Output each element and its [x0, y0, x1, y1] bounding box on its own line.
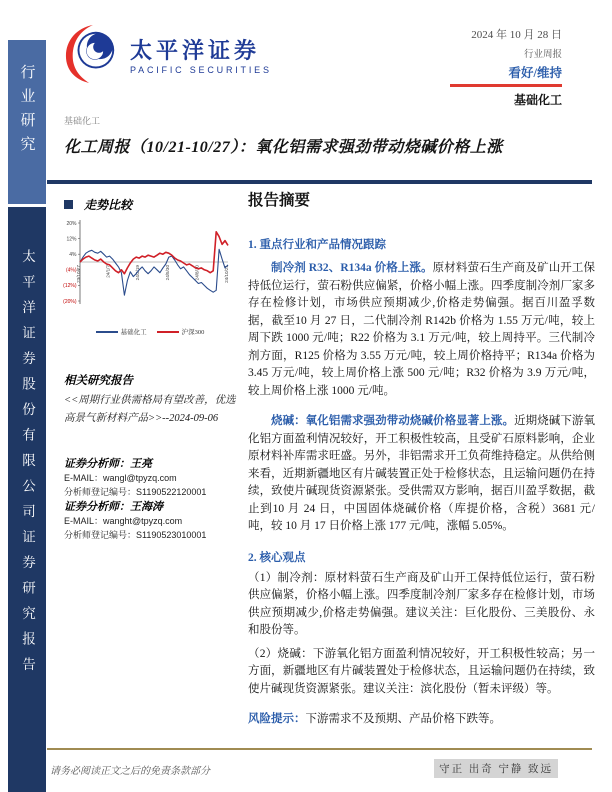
footer-divider	[47, 748, 592, 750]
svg-text:24/1/7: 24/1/7	[105, 265, 111, 278]
svg-text:(4%): (4%)	[65, 267, 77, 274]
svg-text:(12%): (12%)	[63, 283, 77, 290]
svg-text:24/5/30: 24/5/30	[164, 265, 170, 281]
chart-legend	[64, 327, 236, 336]
legend-label: 基础化工	[120, 329, 147, 336]
footer-motto: 守正 出奇 宁静 致远	[434, 759, 558, 778]
core-view-1: （1）制冷剂：原材料萤石生产商及矿山开工保持低位运行，萤石粉供应偏紧，价格小幅上涨。四季度制冷剂厂家多存在检修计划，市场供应预期减少,价格走势偏强。建议关注：巨化股份、三美股份、永和股份等。	[248, 571, 595, 636]
svg-text:24/10/21: 24/10/21	[224, 265, 229, 283]
analyst-role-line	[64, 499, 244, 515]
analyst-role-label: 证券分析师：	[64, 458, 130, 470]
report-title: 化工周报（10/21-10/27）：氧化铝需求强劲带动烧碱价格上涨	[64, 139, 503, 156]
analyst-name: 王亮	[130, 458, 152, 470]
industry-name: 基础化工	[513, 93, 562, 107]
trend-section-header	[64, 196, 132, 213]
related-report-link[interactable]: <<周期行业供需格局有望改善，优选高景气新材料产品>>--2024-09-06	[64, 395, 236, 424]
analyst-registration: 分析师登记编号：S1190523010001	[64, 529, 207, 540]
square-bullet-icon	[64, 200, 73, 209]
legend-item	[157, 327, 205, 336]
title-divider	[47, 180, 592, 184]
sidebar-company-label: 太平洋证券股份有限公司证券研究报告	[20, 249, 35, 683]
report-meta	[302, 26, 562, 108]
paragraph-body: 原材料萤石生产商及矿山开工保持低位运行，萤石粉供应偏紧，价格小幅上涨。四季度制冷剂厂家多存在检修计划，市场供应预期减少,价格走势偏强。据百川盈孚数据，截至10 月 27 日，二代制冷剂 R142b 价格为 1.55 万元/吨，较上周下跌 1000 元/吨；R22 价格为 3.1 万元/吨，较上周持平。三代制冷剂方面，R125 价格为 3.55 万元/吨，较上周价格持平；R134a 价格为 3.45 万元/吨，较上周价格上涨 500 元/吨；R32 价格为 3.9 万元/吨，较上周价格上涨 1000 元/吨。	[248, 262, 596, 397]
logo-chinese-name: 太平洋证券	[130, 38, 261, 63]
risk-warning	[248, 711, 595, 729]
analyst-name: 王海涛	[130, 501, 163, 513]
svg-text:(20%): (20%)	[63, 298, 77, 305]
sidebar-company-band	[8, 207, 46, 792]
analyst-role-line	[64, 456, 244, 472]
footer-disclaimer: 请务必阅读正文之后的免责条款部分	[50, 766, 210, 777]
summary-title: 报告摘要	[248, 192, 311, 209]
svg-text:24/8/10: 24/8/10	[194, 265, 200, 281]
logo-english-name: PACIFIC SECURITIES	[130, 65, 272, 75]
svg-text:12%: 12%	[66, 236, 77, 243]
report-date: 2024 年 10 月 28 日	[471, 29, 562, 41]
svg-text:24/3/19: 24/3/19	[135, 265, 141, 281]
report-summary	[248, 188, 595, 742]
related-reports-heading: 相关研究报告	[64, 375, 133, 387]
analysts-block	[64, 456, 244, 542]
core-view-2: （2）烧碱：下游氧化铝方面盈利情况较好，开工积极性较高；另一方面，新疆地区有片碱装置处于检修状态，且运输问题仍在持续，致使片碱现货资源紧张。建议关注：滨化股份（暂未评级）等。	[248, 647, 595, 695]
risk-body: 下游需求不及预期、产品价格下跌等。	[305, 713, 501, 725]
pacific-securities-logo-icon	[64, 24, 120, 84]
analyst-registration: 分析师登记编号：S1190522120001	[64, 486, 207, 497]
paragraph-refrigerant	[248, 260, 595, 400]
report-type: 行业周报	[523, 50, 562, 60]
legend-line-swatch-red	[157, 331, 179, 333]
breadcrumb-industry: 基础化工	[64, 116, 101, 126]
industry-rating: 看好/维持	[508, 66, 562, 80]
trend-comparison-chart	[58, 214, 238, 326]
section1-title: 1. 重点行业和产品情况跟踪	[248, 239, 386, 251]
red-divider	[450, 84, 562, 87]
legend-label: 沪深300	[181, 329, 205, 336]
logo-text	[130, 40, 272, 75]
svg-text:23/10/27: 23/10/27	[76, 265, 81, 283]
paragraph-lead: 制冷剂 R32、R134a 价格上涨。	[271, 262, 433, 274]
paragraph-caustic-soda	[248, 413, 595, 536]
sidebar-industry-research-band	[8, 40, 46, 204]
svg-text:4%: 4%	[69, 252, 77, 258]
analyst-email[interactable]: E-MAIL：wanght@tpyzq.com	[64, 516, 183, 526]
analyst-role-label: 证券分析师：	[64, 501, 130, 513]
legend-item	[96, 327, 147, 336]
company-logo	[64, 24, 272, 84]
section2-title: 2. 核心观点	[248, 551, 306, 564]
legend-line-swatch-blue	[96, 331, 118, 333]
svg-text:20%: 20%	[66, 220, 77, 227]
risk-lead: 风险提示：	[248, 713, 306, 725]
trend-section-title: 走势比较	[84, 198, 133, 212]
analyst-email[interactable]: E-MAIL：wangl@tpyzq.com	[64, 473, 177, 483]
sidebar-industry-research-label: 行业研究	[18, 64, 35, 160]
paragraph-lead: 烧碱：氧化铝需求强劲带动烧碱价格显著上涨。	[271, 415, 515, 427]
paragraph-body: 近期烧碱下游氧化铝方面盈利情况较好，开工积极性较高，且受矿石原料影响，企业原材料补库需求旺盛。另外，非铝需求开工负荷维持稳定。从供给侧来看，近期新疆地区有片碱装置正处于检修状态，且运输问题仍在持续，致使片碱现货资源紧张。受供需双方影响，据百川盈孚数据，截止到10 月 24 日，中国固体烧碱价格（库提价格，含税）3681 元/吨，较 10 月 17 日价格上涨 177 元/吨，涨幅 5.05%。	[248, 415, 596, 532]
